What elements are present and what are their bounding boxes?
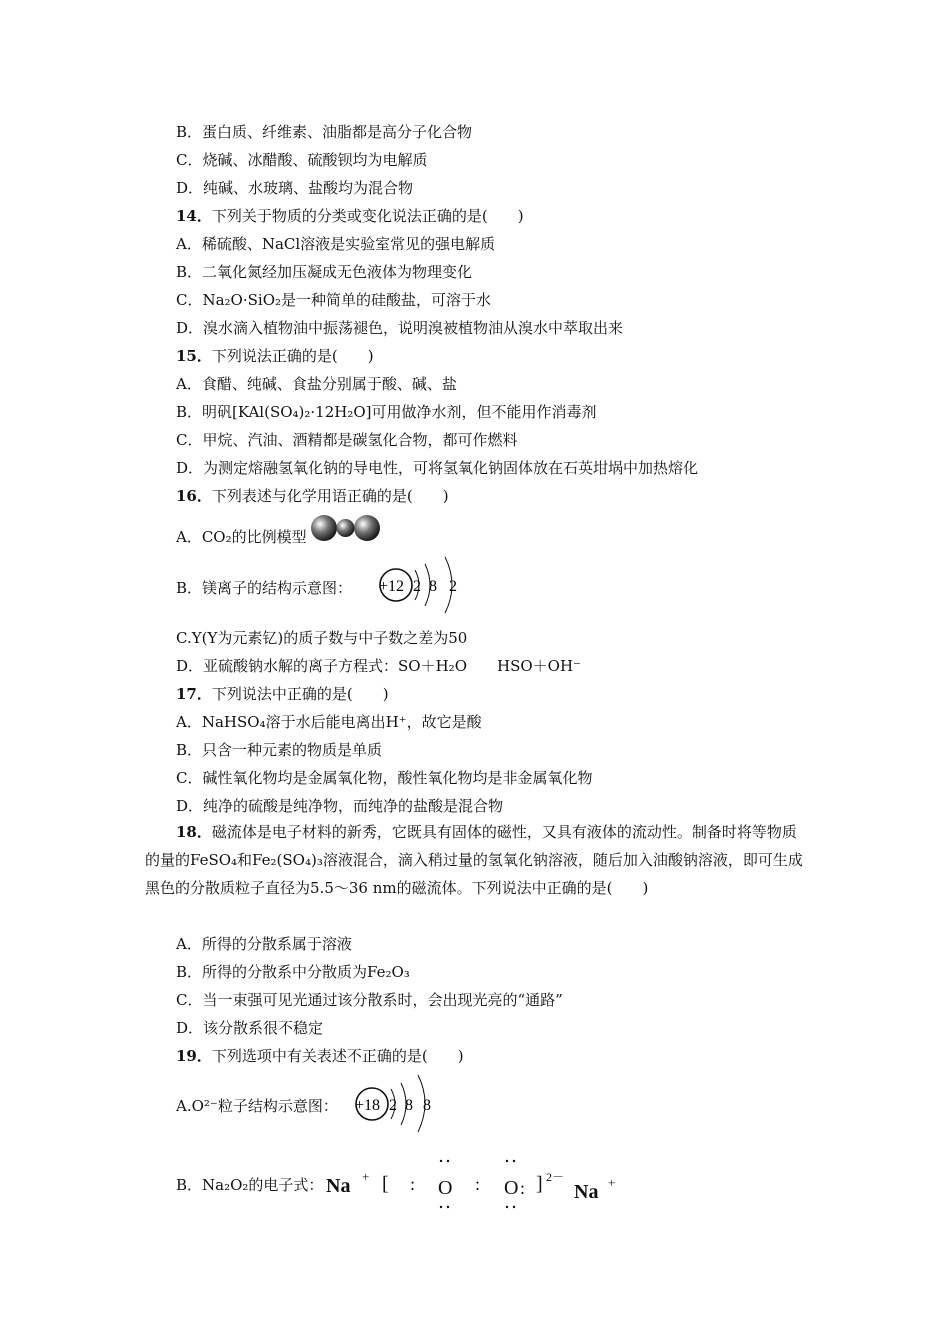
q19-option-b: B．Na₂O₂的电子式： bbox=[176, 1176, 324, 1194]
q16-stem bbox=[176, 486, 449, 506]
q17-stem bbox=[176, 684, 389, 704]
q17-option-b: B．只含一种元素的物质是单质 bbox=[176, 741, 383, 759]
q14-option-b: B．二氧化氮经加压凝成无色液体为物理变化 bbox=[176, 263, 473, 281]
q18-option-c: C．当一束强可见光通过该分散系时，会出现光亮的“通路” bbox=[176, 991, 563, 1009]
nucleus-charge: +12 bbox=[379, 578, 405, 595]
sodium-left: Na bbox=[326, 1175, 351, 1197]
shell-3-electrons: 2 bbox=[449, 578, 457, 595]
oxygen-left: O bbox=[438, 1177, 453, 1199]
q15-option-b: B．明矾[KAl(SO₄)₂·12H₂O]可用做净水剂，但不能用作消毒剂 bbox=[176, 403, 597, 421]
q15-number: 15． bbox=[176, 347, 212, 365]
bracket-left: [ bbox=[382, 1173, 389, 1195]
q19-option-a: A.O²⁻粒子结构示意图： bbox=[176, 1097, 338, 1115]
q16-option-c: C.Y(Y为元素钇)的质子数与中子数之差为50 bbox=[176, 629, 468, 647]
sodium-right: Na bbox=[574, 1181, 599, 1203]
oxide-ion-diagram bbox=[350, 1072, 440, 1134]
shell-1-electrons: 2 bbox=[413, 578, 421, 595]
q14-option-d: D．溴水滴入植物油中振荡褪色，说明溴被植物油从溴水中萃取出来 bbox=[176, 319, 624, 337]
q17-number: 17． bbox=[176, 685, 212, 703]
oxygen-atom-left bbox=[311, 515, 337, 541]
q17-option-a: A．NaHSO₄溶于水后能电离出H⁺，故它是酸 bbox=[176, 713, 482, 731]
q18-option-b: B．所得的分散系中分散质为Fe₂O₃ bbox=[176, 963, 410, 981]
bracket-right: ] bbox=[536, 1173, 543, 1195]
shell-2-electrons: 8 bbox=[405, 1097, 413, 1114]
q17-option-d: D．纯净的硫酸是纯净物，而纯净的盐酸是混合物 bbox=[176, 797, 504, 815]
shell-3-electrons: 8 bbox=[423, 1097, 431, 1114]
sodium-right-charge: + bbox=[608, 1175, 616, 1190]
q15-stem bbox=[176, 346, 374, 366]
q17-option-c: C．碱性氧化物均是金属氧化物，酸性氧化物均是非金属氧化物 bbox=[176, 769, 593, 787]
oxygen-right: O bbox=[504, 1177, 519, 1199]
q15-text: 下列说法正确的是( ) bbox=[211, 347, 374, 365]
q13-option-d: D．纯碱、水玻璃、盐酸均为混合物 bbox=[176, 179, 414, 197]
q19-text: 下列选项中有关表述不正确的是( ) bbox=[211, 1047, 464, 1065]
q19-number: 19． bbox=[176, 1047, 212, 1065]
q18-text: 磁流体是电子材料的新秀，它既具有固体的磁性，又具有液体的流动性。制备时将等物质的量的FeSO₄和Fe₂(SO₄)₃溶液混合，滴入稍过量的氢氧化钠溶液，随后加入油酸钠溶液，即可生成黑色的分散质粒子直径为5.5～36 nm的磁流体。下列说法中正确的是( ) bbox=[145, 823, 803, 897]
shell-2-electrons: 8 bbox=[429, 578, 437, 595]
oxygen-atom-right bbox=[354, 515, 380, 541]
q14-number: 14． bbox=[176, 207, 212, 225]
peroxide-charge: 2－ bbox=[546, 1170, 565, 1184]
colon-left: : bbox=[410, 1174, 416, 1194]
q14-stem bbox=[176, 206, 524, 226]
nucleus-charge: +18 bbox=[355, 1097, 381, 1114]
carbon-atom bbox=[337, 519, 355, 537]
q16-number: 16． bbox=[176, 487, 212, 505]
q15-option-c: C．甲烷、汽油、酒精都是碳氢化合物，都可作燃料 bbox=[176, 431, 518, 449]
q15-option-d: D．为测定熔融氢氧化钠的导电性，可将氢氧化钠固体放在石英坩埚中加热熔化 bbox=[176, 459, 699, 477]
q13-option-b: B．蛋白质、纤维素、油脂都是高分子化合物 bbox=[176, 123, 473, 141]
q18-option-d: D．该分散系很不稳定 bbox=[176, 1019, 324, 1037]
shell-1-electrons: 2 bbox=[389, 1097, 397, 1114]
colon-middle: : bbox=[475, 1174, 481, 1194]
q14-option-c: C．Na₂O·SiO₂是一种简单的硅酸盐，可溶于水 bbox=[176, 291, 492, 309]
q14-option-a: A．稀硫酸、NaCl溶液是实验室常见的强电解质 bbox=[176, 235, 496, 253]
q16-option-a: A．CO₂的比例模型 bbox=[176, 528, 307, 546]
q15-option-a: A．食醋、纯碱、食盐分别属于酸、碱、盐 bbox=[176, 375, 457, 393]
q16-text: 下列表述与化学用语正确的是( ) bbox=[211, 487, 449, 505]
q18-stem bbox=[145, 818, 810, 902]
q19-stem bbox=[176, 1046, 464, 1066]
sodium-left-charge: + bbox=[362, 1169, 370, 1184]
co2-space-filling-model bbox=[308, 512, 384, 546]
q16-option-d: D．亚硫酸钠水解的离子方程式：SO＋H₂O HSO＋OH⁻ bbox=[176, 657, 581, 675]
q18-option-a: A．所得的分散系属于溶液 bbox=[176, 935, 352, 953]
colon-right: : bbox=[520, 1178, 526, 1198]
q14-text: 下列关于物质的分类或变化说法正确的是( ) bbox=[211, 207, 524, 225]
q17-text: 下列说法中正确的是( ) bbox=[211, 685, 389, 703]
q18-number: 18． bbox=[176, 823, 212, 841]
magnesium-ion-diagram bbox=[374, 554, 468, 618]
q13-option-c: C．烧碱、冰醋酸、硫酸钡均为电解质 bbox=[176, 151, 428, 169]
q16-option-b: B．镁离子的结构示意图： bbox=[176, 579, 353, 597]
sodium-peroxide-electron-formula bbox=[322, 1152, 618, 1216]
